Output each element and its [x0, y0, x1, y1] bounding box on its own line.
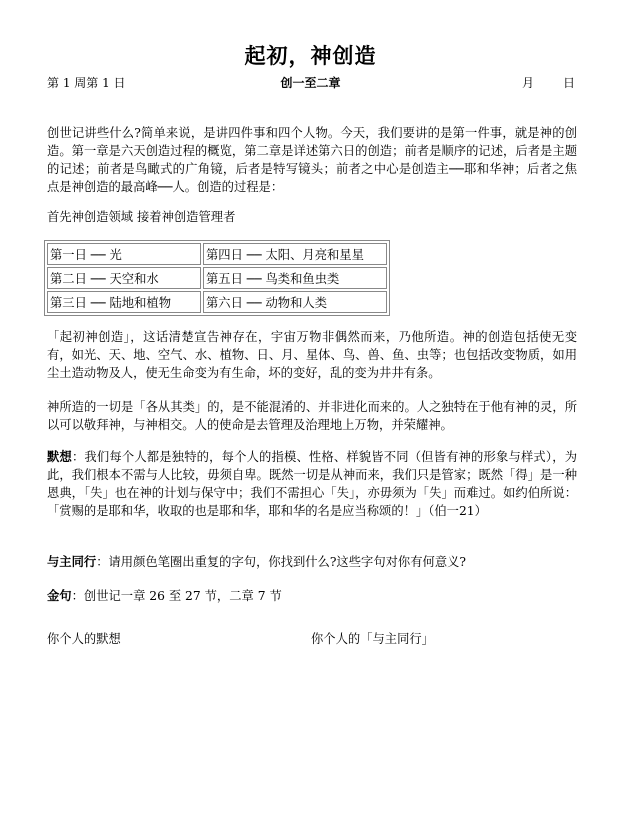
page-title: 起初，神创造 — [244, 44, 377, 68]
golden-verse-label: 金句 — [47, 589, 72, 603]
walk-label: 与主同行 — [47, 555, 97, 569]
meditation-paragraph — [47, 448, 577, 520]
walk-text: ：请用颜色笔圈出重复的字句，你找到什么?这些字句对你有何意义? — [96, 555, 466, 569]
creation-paragraph: 「起初神创造」，这话清楚宣告神存在，宇宙万物非偶然而来，乃他所造。神的创造包括使无变有，如光、天、地、空气、水、植物、日、月、星体、鸟、兽、鱼、虫等；也包括改变物质，如用尘土造动物及人，使无生命变为有生命，坏的变好，乱的变为井井有条。 — [47, 330, 577, 380]
table-row — [47, 267, 387, 289]
intro-paragraph: 创世记讲些什么?简单来说，是讲四件事和四个人物。今天，我们要讲的是第一件事，就是神的创造。第一章是六天创造过程的概览，第二章是详述第六日的创造；前者是顺序的记述，后者是主题的记述；前者是鸟瞰式的广角镜，后者是特写镜头；前者之中心是创造主──耶和华神；后者之焦点是神创造的最高峰──人。创造的过程是： — [47, 126, 577, 194]
table-row — [47, 243, 387, 265]
golden-verse-paragraph — [47, 587, 577, 605]
meditation-text: ：我们每个人都是独特的，每个人的指模、性格、样貌皆不同（但皆有神的形象与样式），为此，我们根本不需与人比较，毋须自卑。既然一切是从神而来，我们只是管家；既然「得」是一种恩典，「失」也在神的计划与保守中；我们不需担心「失」，亦毋须为「失」而难过。如约伯所说：「赏赐的是耶和华，收取的也是耶和华，耶和华的名是应当称颂的！」（伯一21） — [47, 450, 577, 518]
creation-days-table — [44, 240, 390, 316]
personal-meditation-label: 你个人的默想 — [47, 632, 121, 646]
day-cell: 第四日 ── 太阳、月亮和星星 — [203, 243, 387, 265]
order-line: 首先神创造领域 接着神创造管理者 — [47, 210, 236, 224]
kind-paragraph: 神所造的一切是「各从其类」的，是不能混淆的、并非进化而来的。人之独特在于他有神的灵，所以可以敬拜神，与神相交。人的使命是去管理及治理地上万物，并荣耀神。 — [47, 400, 577, 432]
day-cell: 第五日 ── 鸟类和鱼虫类 — [203, 267, 387, 289]
day-label: 日 — [563, 76, 576, 90]
week-day-label: 第 1 周第 1 日 — [47, 76, 126, 90]
meditation-label: 默想 — [47, 450, 72, 464]
day-cell: 第一日 ── 光 — [47, 243, 201, 265]
chapter-label: 创一至二章 — [280, 76, 341, 90]
day-cell: 第二日 ── 天空和水 — [47, 267, 201, 289]
day-cell: 第六日 ── 动物和人类 — [203, 291, 387, 313]
table-row — [47, 291, 387, 313]
golden-verse-text: ：创世记一章 26 至 27 节，二章 7 节 — [71, 589, 282, 603]
walk-with-lord-paragraph — [47, 553, 577, 571]
personal-walk-label: 你个人的「与主同行」 — [311, 632, 434, 646]
month-label: 月 — [522, 76, 535, 90]
day-cell: 第三日 ── 陆地和植物 — [47, 291, 201, 313]
